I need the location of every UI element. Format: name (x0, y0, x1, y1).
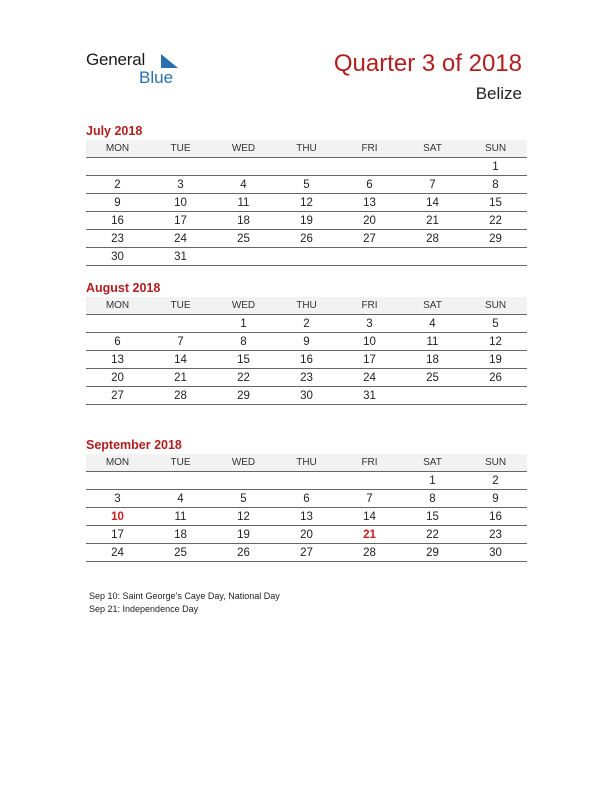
day-cell: 17 (149, 212, 212, 230)
calendar-grid (86, 297, 527, 405)
day-cell: 8 (212, 333, 275, 351)
day-cell: 16 (464, 508, 527, 526)
day-cell: 22 (212, 369, 275, 387)
weekday-fri: FRI (338, 454, 401, 472)
month-title: July 2018 (86, 124, 143, 138)
week-row (86, 472, 527, 490)
day-cell: 15 (212, 351, 275, 369)
weekday-sat: SAT (401, 140, 464, 158)
week-row (86, 544, 527, 562)
week-row (86, 158, 527, 176)
day-cell: 19 (275, 212, 338, 230)
day-cell: 2 (275, 315, 338, 333)
month-august (86, 279, 527, 405)
day-cell: 1 (464, 158, 527, 176)
day-cell: 14 (149, 351, 212, 369)
weekday-wed: WED (212, 140, 275, 158)
week-row (86, 333, 527, 351)
day-cell: 29 (212, 387, 275, 405)
day-cell: 17 (86, 526, 149, 544)
holiday-note: Sep 10: Saint George’s Caye Day, National Day (89, 591, 280, 601)
holiday-note: Sep 21: Independence Day (89, 603, 199, 614)
weekday-mon: MON (86, 297, 149, 315)
day-cell: 8 (401, 490, 464, 508)
day-cell: 14 (338, 508, 401, 526)
day-cell: 11 (212, 194, 275, 212)
day-cell: 28 (149, 387, 212, 405)
day-cell: 25 (149, 544, 212, 562)
weekday-tue: TUE (149, 297, 212, 315)
weekday-sun: SUN (464, 454, 527, 472)
day-cell: 23 (86, 230, 149, 248)
day-cell: 12 (275, 194, 338, 212)
empty-day-cell (401, 158, 464, 176)
day-cell: 2 (464, 472, 527, 490)
logo-triangle-icon (159, 53, 179, 69)
day-cell: 21 (149, 369, 212, 387)
day-cell: 30 (275, 387, 338, 405)
day-cell: 16 (86, 212, 149, 230)
empty-day-cell (149, 158, 212, 176)
day-cell: 6 (86, 333, 149, 351)
day-cell: 27 (338, 230, 401, 248)
week-row (86, 369, 527, 387)
day-cell: 30 (86, 248, 149, 266)
empty-day-cell (212, 248, 275, 266)
empty-day-cell (212, 472, 275, 490)
empty-day-cell (275, 472, 338, 490)
day-cell: 26 (275, 230, 338, 248)
day-cell: 11 (149, 508, 212, 526)
day-cell: 8 (464, 176, 527, 194)
day-cell: 31 (338, 387, 401, 405)
day-cell: 6 (338, 176, 401, 194)
day-cell: 12 (464, 333, 527, 351)
weekday-sun: SUN (464, 140, 527, 158)
weekday-header-row (86, 297, 527, 315)
weekday-sat: SAT (401, 297, 464, 315)
day-cell: 21 (338, 526, 401, 544)
empty-day-cell (212, 158, 275, 176)
holiday-notes (89, 590, 280, 615)
weekday-wed: WED (212, 454, 275, 472)
page-title: Quarter 3 of 2018 (333, 50, 522, 77)
day-cell: 22 (401, 526, 464, 544)
week-row (86, 248, 527, 266)
day-cell: 11 (401, 333, 464, 351)
empty-day-cell (464, 248, 527, 266)
week-row (86, 176, 527, 194)
empty-day-cell (275, 248, 338, 266)
day-cell: 7 (401, 176, 464, 194)
empty-day-cell (401, 248, 464, 266)
month-title: August 2018 (86, 281, 161, 295)
month-title: September 2018 (86, 438, 182, 452)
day-cell: 26 (464, 369, 527, 387)
day-cell: 22 (464, 212, 527, 230)
weekday-mon: MON (86, 454, 149, 472)
weekday-fri: FRI (338, 140, 401, 158)
day-cell: 23 (464, 526, 527, 544)
day-cell: 20 (275, 526, 338, 544)
empty-day-cell (86, 158, 149, 176)
day-cell: 27 (275, 544, 338, 562)
month-september (86, 436, 527, 562)
weekday-thu: THU (275, 454, 338, 472)
weekday-thu: THU (275, 297, 338, 315)
day-cell: 31 (149, 248, 212, 266)
day-cell: 14 (401, 194, 464, 212)
day-cell: 17 (338, 351, 401, 369)
day-cell: 21 (401, 212, 464, 230)
country-name: Belize (475, 84, 522, 103)
day-cell: 1 (401, 472, 464, 490)
week-row (86, 194, 527, 212)
day-cell: 30 (464, 544, 527, 562)
day-cell: 7 (149, 333, 212, 351)
empty-day-cell (149, 472, 212, 490)
day-cell: 4 (401, 315, 464, 333)
weekday-tue: TUE (149, 140, 212, 158)
day-cell: 5 (275, 176, 338, 194)
day-cell: 7 (338, 490, 401, 508)
empty-day-cell (338, 248, 401, 266)
calendar-grid (86, 454, 527, 562)
day-cell: 25 (401, 369, 464, 387)
day-cell: 16 (275, 351, 338, 369)
month-july (86, 122, 527, 266)
day-cell: 27 (86, 387, 149, 405)
day-cell: 29 (464, 230, 527, 248)
day-cell: 4 (212, 176, 275, 194)
week-row (86, 508, 527, 526)
day-cell: 13 (275, 508, 338, 526)
empty-day-cell (464, 387, 527, 405)
day-cell: 9 (275, 333, 338, 351)
empty-day-cell (149, 315, 212, 333)
day-cell: 20 (338, 212, 401, 230)
week-row (86, 387, 527, 405)
day-cell: 10 (86, 508, 149, 526)
weekday-tue: TUE (149, 454, 212, 472)
day-cell: 3 (338, 315, 401, 333)
empty-day-cell (86, 472, 149, 490)
logo-text-general: General (86, 50, 146, 69)
empty-day-cell (401, 387, 464, 405)
day-cell: 6 (275, 490, 338, 508)
week-row (86, 230, 527, 248)
weekday-wed: WED (212, 297, 275, 315)
day-cell: 24 (338, 369, 401, 387)
day-cell: 13 (338, 194, 401, 212)
day-cell: 28 (338, 544, 401, 562)
day-cell: 10 (149, 194, 212, 212)
day-cell: 19 (464, 351, 527, 369)
day-cell: 9 (464, 490, 527, 508)
weekday-sun: SUN (464, 297, 527, 315)
weekday-sat: SAT (401, 454, 464, 472)
day-cell: 15 (401, 508, 464, 526)
calendar-grid (86, 140, 527, 266)
day-cell: 2 (86, 176, 149, 194)
day-cell: 4 (149, 490, 212, 508)
day-cell: 23 (275, 369, 338, 387)
day-cell: 24 (86, 544, 149, 562)
weekday-thu: THU (275, 140, 338, 158)
brand-logo (86, 50, 196, 90)
day-cell: 18 (212, 212, 275, 230)
logo-text-blue: Blue (139, 68, 174, 87)
day-cell: 29 (401, 544, 464, 562)
weekday-mon: MON (86, 140, 149, 158)
day-cell: 25 (212, 230, 275, 248)
week-row (86, 490, 527, 508)
day-cell: 20 (86, 369, 149, 387)
empty-day-cell (86, 315, 149, 333)
day-cell: 5 (212, 490, 275, 508)
day-cell: 26 (212, 544, 275, 562)
day-cell: 10 (338, 333, 401, 351)
week-row (86, 315, 527, 333)
week-row (86, 351, 527, 369)
day-cell: 28 (401, 230, 464, 248)
day-cell: 24 (149, 230, 212, 248)
day-cell: 1 (212, 315, 275, 333)
weekday-header-row (86, 140, 527, 158)
empty-day-cell (275, 158, 338, 176)
day-cell: 12 (212, 508, 275, 526)
day-cell: 3 (149, 176, 212, 194)
weekday-fri: FRI (338, 297, 401, 315)
day-cell: 18 (149, 526, 212, 544)
day-cell: 18 (401, 351, 464, 369)
empty-day-cell (338, 472, 401, 490)
week-row (86, 212, 527, 230)
day-cell: 19 (212, 526, 275, 544)
week-row (86, 526, 527, 544)
day-cell: 9 (86, 194, 149, 212)
day-cell: 3 (86, 490, 149, 508)
day-cell: 15 (464, 194, 527, 212)
weekday-header-row (86, 454, 527, 472)
day-cell: 13 (86, 351, 149, 369)
day-cell: 5 (464, 315, 527, 333)
empty-day-cell (338, 158, 401, 176)
